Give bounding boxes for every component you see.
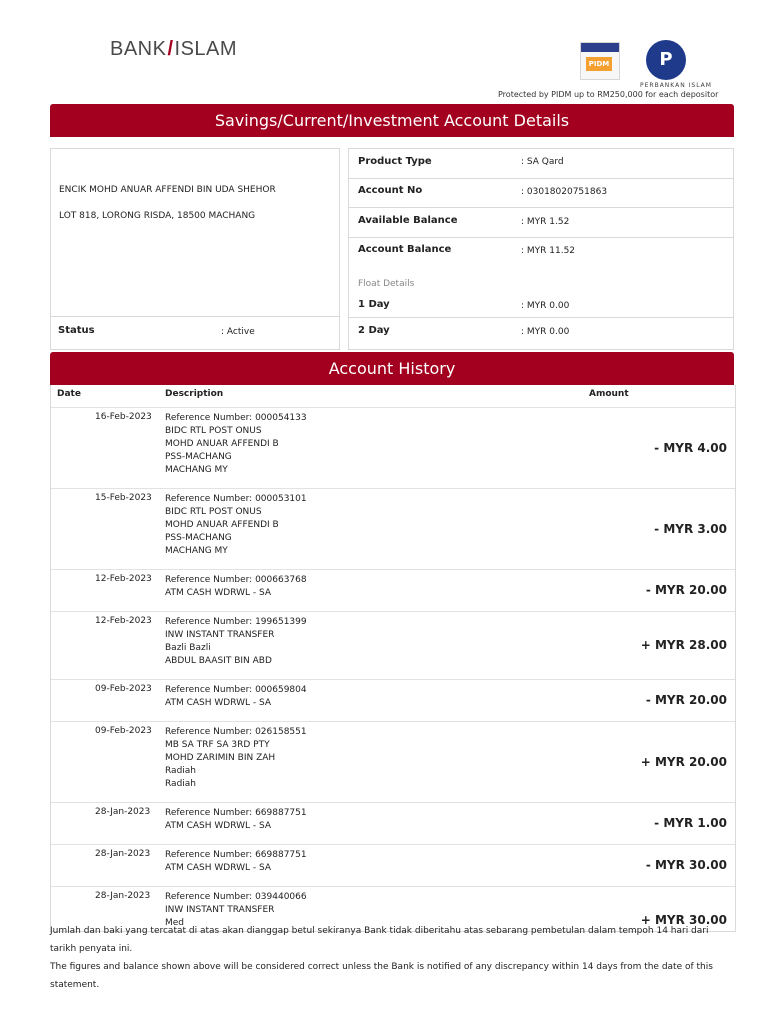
history-amount: - MYR 30.00 (645, 858, 727, 872)
history-description (165, 493, 307, 558)
history-description-line: Reference Number: 000659804 (165, 685, 307, 695)
history-amount: - MYR 4.00 (654, 441, 727, 455)
history-description-line: Reference Number: 000053101 (165, 494, 307, 504)
history-row (51, 802, 735, 845)
account-no-value: : 03018020751863 (521, 187, 608, 197)
history-description-line: Radiah (165, 779, 197, 789)
pidm-protection-text: Protected by PIDM up to RM250,000 for each depositor (498, 90, 719, 99)
history-date: 28-Jan-2023 (95, 891, 151, 901)
history-description-line: Bazli Bazli (165, 643, 211, 653)
account-no-label: Account No (358, 185, 423, 196)
history-row (51, 569, 735, 612)
account-panel (348, 148, 734, 350)
product-type-label: Product Type (358, 156, 432, 167)
logo-slash: / (167, 38, 174, 60)
history-description (165, 849, 307, 875)
perbankan-islam-logo-icon: P (646, 40, 686, 80)
history-description (165, 807, 307, 833)
available-balance-value: : MYR 1.52 (521, 217, 570, 227)
history-description-line: Reference Number: 669887751 (165, 808, 307, 818)
history-description (165, 726, 307, 791)
history-date: 09-Feb-2023 (95, 726, 152, 736)
history-date: 09-Feb-2023 (95, 684, 152, 694)
day1-value: : MYR 0.00 (521, 301, 570, 311)
history-amount: - MYR 3.00 (654, 522, 727, 536)
history-description (165, 684, 307, 710)
pidm-badge-icon (580, 42, 620, 80)
history-description-line: ATM CASH WDRWL - SA (165, 698, 272, 708)
account-balance-value: : MYR 11.52 (521, 246, 576, 256)
history-amount: + MYR 28.00 (640, 638, 727, 652)
status-label: Status (58, 325, 95, 336)
history-description-line: ATM CASH WDRWL - SA (165, 821, 272, 831)
history-description-line: MOHD ANUAR AFFENDI B (165, 520, 279, 530)
float-details-label: Float Details (358, 279, 415, 289)
history-description-line: Reference Number: 039440066 (165, 892, 307, 902)
history-description-line: MACHANG MY (165, 546, 228, 556)
history-date: 28-Jan-2023 (95, 849, 151, 859)
column-header-amount: Amount (589, 389, 629, 399)
bank-islam-logo (110, 38, 237, 61)
account-history-table (50, 385, 736, 932)
column-header-description: Description (165, 389, 224, 399)
history-description-line: Radiah (165, 766, 197, 776)
customer-address: LOT 818, LORONG RISDA, 18500 MACHANG (59, 211, 256, 221)
history-row (51, 611, 735, 680)
history-description-line: ABDUL BAASIT BIN ABD (165, 656, 272, 666)
history-description-line: PSS-MACHANG (165, 533, 232, 543)
history-description-line: INW INSTANT TRANSFER (165, 905, 275, 915)
logo-text-left: BANK (110, 38, 167, 60)
day2-value: : MYR 0.00 (521, 327, 570, 337)
history-row (51, 844, 735, 887)
history-description-line: MOHD ZARIMIN BIN ZAH (165, 753, 276, 763)
account-history-title: Account History (50, 352, 734, 385)
history-description-line: ATM CASH WDRWL - SA (165, 588, 272, 598)
day1-label: 1 Day (358, 299, 390, 310)
history-date: 12-Feb-2023 (95, 616, 152, 626)
status-value: : Active (221, 327, 255, 337)
history-row (51, 679, 735, 722)
history-amount: + MYR 30.00 (640, 913, 727, 927)
logo-text-right: ISLAM (174, 38, 238, 60)
history-description (165, 616, 307, 668)
history-date: 16-Feb-2023 (95, 412, 152, 422)
history-description-line: MB SA TRF SA 3RD PTY (165, 740, 270, 750)
history-description-line: Reference Number: 026158551 (165, 727, 307, 737)
column-header-date: Date (57, 389, 81, 399)
history-description-line: MOHD ANUAR AFFENDI B (165, 439, 279, 449)
history-description-line: INW INSTANT TRANSFER (165, 630, 275, 640)
page-title: Savings/Current/Investment Account Details (50, 104, 734, 137)
history-description-line: BIDC RTL POST ONUS (165, 426, 262, 436)
history-description-line: PSS-MACHANG (165, 452, 232, 462)
history-description-line: Reference Number: 000054133 (165, 413, 307, 423)
account-balance-label: Account Balance (358, 244, 452, 255)
history-description (165, 412, 307, 477)
history-description-line: Reference Number: 669887751 (165, 850, 307, 860)
statement-notes (50, 922, 734, 994)
history-description-line: Med (165, 918, 185, 928)
history-row (51, 721, 735, 803)
perbankan-islam-label: PERBANKAN ISLAM (640, 82, 712, 89)
history-description-line: BIDC RTL POST ONUS (165, 507, 262, 517)
history-amount: - MYR 20.00 (645, 693, 727, 707)
history-amount: - MYR 1.00 (654, 816, 727, 830)
history-amount: + MYR 20.00 (640, 755, 727, 769)
day2-label: 2 Day (358, 325, 390, 336)
product-type-value: : SA Qard (521, 157, 564, 167)
history-date: 15-Feb-2023 (95, 493, 152, 503)
pidm-badge-label: PIDM (586, 57, 612, 71)
history-date: 12-Feb-2023 (95, 574, 152, 584)
history-description-line: Reference Number: 000663768 (165, 575, 307, 585)
note-english: The figures and balance shown above will be considered correct unless the Bank is notified of any discrepancy within 14 days from the date of this statement. (50, 962, 713, 990)
customer-name: ENCIK MOHD ANUAR AFFENDI BIN UDA SHEHOR (59, 185, 276, 195)
customer-panel (50, 148, 340, 350)
history-amount: - MYR 20.00 (645, 583, 727, 597)
history-row (51, 488, 735, 570)
history-description-line: Reference Number: 199651399 (165, 617, 307, 627)
history-description-line: ATM CASH WDRWL - SA (165, 863, 272, 873)
note-malay: Jumlah dan baki yang tercatat di atas akan dianggap betul sekiranya Bank tidak diberitahu atas sebarang pembetulan dalam tempoh 14 hari dari tarikh penyata ini. (50, 926, 709, 954)
history-description (165, 574, 307, 600)
status-row (51, 316, 339, 350)
history-description-line: MACHANG MY (165, 465, 228, 475)
available-balance-label: Available Balance (358, 215, 458, 226)
history-date: 28-Jan-2023 (95, 807, 151, 817)
history-row (51, 407, 735, 489)
